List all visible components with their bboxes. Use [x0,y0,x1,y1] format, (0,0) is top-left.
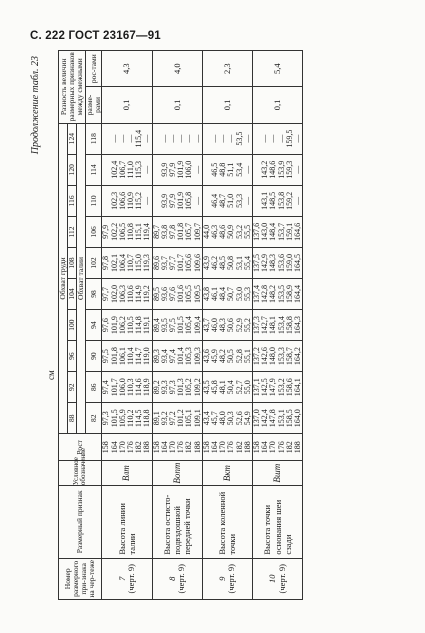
row-number: 9 (черт. 9) [202,558,252,599]
diff-group-header: Разность величин размерных признаков между смежными [59,52,84,122]
chest-96: 96 [67,341,76,372]
cell-value: 43,8 46,1 48,4 50,7 53,0 55,3 [202,279,252,310]
cell-value: 97,4 101,7 106,0 110,3 114,6 118,9 [102,372,152,403]
cell-value: 97,9 102,2 106,5 110,8 115,1 119,4 [102,216,152,247]
chest-92: 92 [67,372,76,403]
waist-110: 110 [85,185,102,216]
diff-size: 0,1 [152,87,202,123]
cell-value: 137,3 142,7 148,1 153,4 158,8 164,3 [253,310,303,341]
chest-group-header: Обхват груди [59,123,68,434]
row-symbol: Вкт [202,461,252,486]
measurement-table [58,50,303,600]
cell-value: 43,5 45,8 48,1 50,4 52,7 55,0 [202,372,252,403]
waist-90: 90 [85,341,102,372]
row-number: 7 (черт. 9) [102,558,152,599]
cell-value: 97,3 101,5 105,9 110,2 114,5 118,8 [102,403,152,434]
cell-value: — — — — — [152,123,202,154]
col-name-header: Размерный признак [59,486,102,558]
diff-heights-header: рос-тами [85,51,102,87]
diff-height: 2,3 [202,51,252,87]
cell-value: 46,4 48,7 51,0 53,3 — [202,185,252,216]
waist-118: 118 [85,123,102,154]
cell-value: 43,4 45,7 48,0 50,3 52,6 54,9 [202,403,252,434]
diff-size: 0,1 [102,87,152,123]
cell-value: 89,1 93,2 97,2 101,2 105,1 109,1 [152,403,202,434]
cell-value: 89,4 93,5 97,5 101,5 105,4 109,4 [152,310,202,341]
cell-value: 89,5 93,6 97,6 101,6 105,5 109,5 [152,279,202,310]
cell-value: 89,6 93,7 97,7 101,7 105,6 109,6 [152,247,202,278]
row-symbol: Вопт [152,461,202,486]
cell-value: 97,6 101,9 106,2 110,5 114,8 119,1 [102,310,152,341]
row-symbol: Влт [102,461,152,486]
cell-value: 137,0 142,4 147,8 153,1 158,5 164,0 [253,403,303,434]
table-caption: Продолжение табл. 23 [30,56,41,155]
diff-height: 4,3 [102,51,152,87]
col-height-header: Рост [59,434,102,461]
diff-size: 0,1 [253,87,303,123]
row-name: Высота остисто-подвздошной передней точки [152,486,202,558]
cell-value: 137,6 143,0 148,4 153,7 159,1 164,6 [253,216,303,247]
unit-label: см [46,370,56,380]
cell-value: 43,6 45,9 48,2 50,5 52,8 55,1 [202,341,252,372]
chest-108: 108 [67,247,76,278]
chest-100: 100 [67,310,76,341]
cell-value: 93,9 97,9 101,9 105,8 — [152,185,202,216]
row-heights: 158 164 170 176 182 188 [202,434,252,461]
cell-value: 43,9 46,2 48,5 50,8 53,1 55,4 [202,247,252,278]
row-heights: 158 164 170 176 182 188 [152,434,202,461]
row-heights: 158 164 170 176 182 188 [253,434,303,461]
row-number: 10 (черт. 9) [253,558,303,599]
cell-value: 43,7 46,0 48,3 50,6 52,9 55,2 [202,310,252,341]
row-name: Высота линии талии [102,486,152,558]
row-heights: 158 164 170 176 182 188 [102,434,152,461]
diff-height: 4,0 [152,51,202,87]
cell-value: 89,2 93,3 97,3 101,3 105,2 109,2 [152,372,202,403]
table-row [202,51,252,600]
chest-112: 112 [67,216,76,247]
waist-82: 82 [85,403,102,434]
cell-value: — — — 159,5 — [253,123,303,154]
row-name: Высота коленной точки [202,486,252,558]
waist-106: 106 [85,216,102,247]
table-row [152,51,202,600]
page-header: С. 222 ГОСТ 23167—91 [30,30,161,42]
row-name: Высота точки основания шеи сзади [253,486,303,558]
cell-value: 46,5 48,8 51,1 53,4 — [202,154,252,185]
cell-value: 89,7 93,8 97,8 101,8 105,7 109,7 [152,216,202,247]
waist-114: 114 [85,154,102,185]
chest-88: 88 [67,403,76,434]
diff-height: 5,4 [253,51,303,87]
cell-value: 102,4 106,7 111,0 115,3 — [102,154,152,185]
table-row [253,51,303,600]
chest-124: 124 [67,123,76,154]
row-number: 8 (черт. 9) [152,558,202,599]
cell-value: 137,1 142,5 147,9 153,2 158,6 164,1 [253,372,303,403]
cell-value: 137,4 142,8 148,2 153,5 158,9 164,4 [253,279,303,310]
diff-size: 0,1 [202,87,252,123]
chest-104: 104 [67,279,76,310]
cell-value: 137,5 142,9 148,3 153,6 159,0 164,5 [253,247,303,278]
cell-value: 137,2 142,6 148,0 153,3 158,7 164,2 [253,341,303,372]
cell-value: 97,5 101,8 106,1 110,4 114,7 119,0 [102,341,152,372]
waist-group-header: Обхват талии [76,123,85,434]
chest-120: 120 [67,154,76,185]
col-number-header: Номер размерного при-знака на чер-теже [59,558,102,599]
table-row [102,51,152,600]
waist-86: 86 [85,372,102,403]
cell-value: 44,0 46,3 48,6 50,9 53,2 55,5 [202,216,252,247]
chest-116: 116 [67,185,76,216]
cell-value: 143,2 148,6 153,9 159,3 — [253,154,303,185]
col-symbol-header: Условное обозначение [59,461,102,486]
cell-value: — — — 115,4 — [102,123,152,154]
cell-value: 93,9 97,9 101,9 106,0 — [152,154,202,185]
row-symbol: Вшт [253,461,303,486]
cell-value: 102,3 106,6 110,9 115,2 — [102,185,152,216]
diff-sizes-header: разме-рами [85,87,102,123]
cell-value: — — — 53,5 — [202,123,252,154]
waist-94: 94 [85,310,102,341]
waist-102: 102 [85,247,102,278]
cell-value: 143,1 148,5 153,8 159,2 — [253,185,303,216]
cell-value: 97,8 102,1 106,4 110,7 115,0 119,3 [102,247,152,278]
waist-98: 98 [85,279,102,310]
cell-value: 97,7 102,0 106,3 110,6 114,9 119,2 [102,279,152,310]
cell-value: 89,3 93,4 97,4 101,4 105,3 109,3 [152,341,202,372]
rotated-table-region [30,50,400,600]
